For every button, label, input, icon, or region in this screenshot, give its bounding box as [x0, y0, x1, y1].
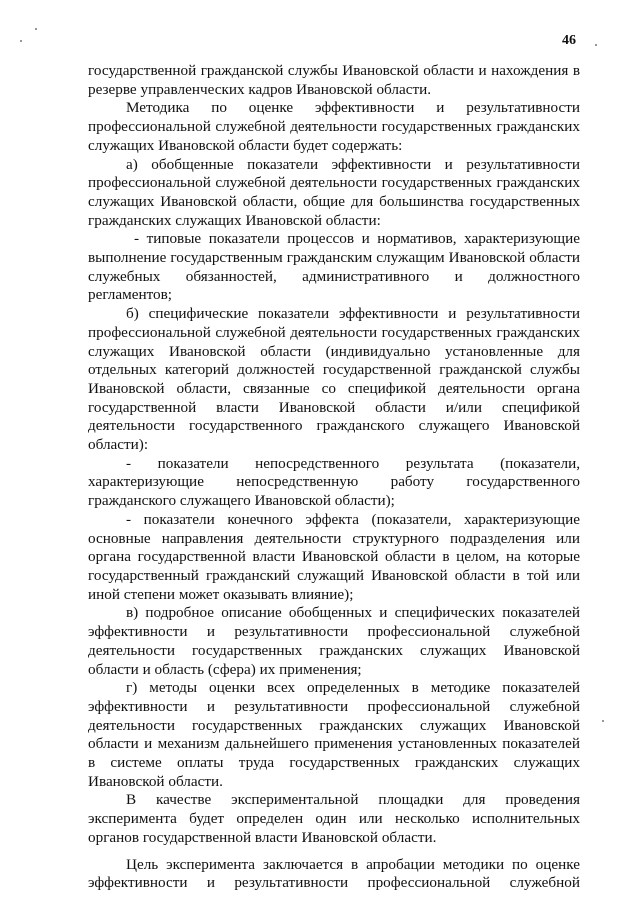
- paragraph: б) специфические показатели эффективности и результативности профессиональной служебной деятельности государственных гражданских служащих Ивановской области (индивидуально установленные для отдельных категорий должностей государственной гражданской службы Ивановской области, связанные со спецификой деятельности органа государственной власти Ивановской области и/или спецификой деятельности государственного гражданского служащего Ивановской области):: [88, 305, 580, 454]
- page-number: 46: [562, 33, 576, 48]
- paragraph: государственной гражданской службы Ивановской области и нахождения в резерве управленческих кадров Ивановской области.: [88, 62, 580, 98]
- scan-artifact: [20, 40, 22, 42]
- paragraph: Методика по оценке эффективности и результативности профессиональной служебной деятельности государственных гражданских служащих Ивановской области будет содержать:: [88, 99, 580, 154]
- paragraph: г) методы оценки всех определенных в методике показателей эффективности и результативности профессиональной служебной деятельности государственных гражданских служащих Ивановской области и механизм дальнейшего применения установленных показателей в системе оплаты труда государственных гражданских служащих Ивановской области.: [88, 679, 580, 790]
- paragraph: - показатели непосредственного результата (показатели, характеризующие непосредственную работу государственного гражданского служащего Ивановской области);: [88, 454, 580, 510]
- paragraph: - типовые показатели процессов и нормативов, характеризующие выполнение государственным гражданским служащим Ивановской области служебных обязанностей, административного и должностного регламентов;: [88, 230, 580, 304]
- paragraph: а) обобщенные показатели эффективности и результативности профессиональной служебной деятельности государственных гражданских служащих Ивановской области, общие для большинства государственных гражданских служащих Ивановской области:: [88, 155, 580, 229]
- document-body: [88, 62, 580, 893]
- paragraph: Цель эксперимента заключается в апробации методики по оценке эффективности и результативности профессиональной служебной: [88, 855, 580, 892]
- scan-artifact: [595, 44, 597, 46]
- paragraph: В качестве экспериментальной площадки для проведения эксперимента будет определен один или несколько исполнительных органов государственной власти Ивановской области.: [88, 791, 580, 846]
- paragraph: - показатели конечного эффекта (показатели, характеризующие основные направления деятельности структурного подразделения или органа государственной власти Ивановской области в целом, на которые государственный гражданский служащий Ивановской области в той или иной степени может оказывать влияние);: [88, 510, 580, 603]
- scan-artifact: [602, 720, 604, 722]
- paragraph: в) подробное описание обобщенных и специфических показателей эффективности и результативности профессиональной служебной деятельности государственных гражданских служащих Ивановской области и область (сфера) их применения;: [88, 604, 580, 678]
- scan-artifact: [35, 28, 37, 30]
